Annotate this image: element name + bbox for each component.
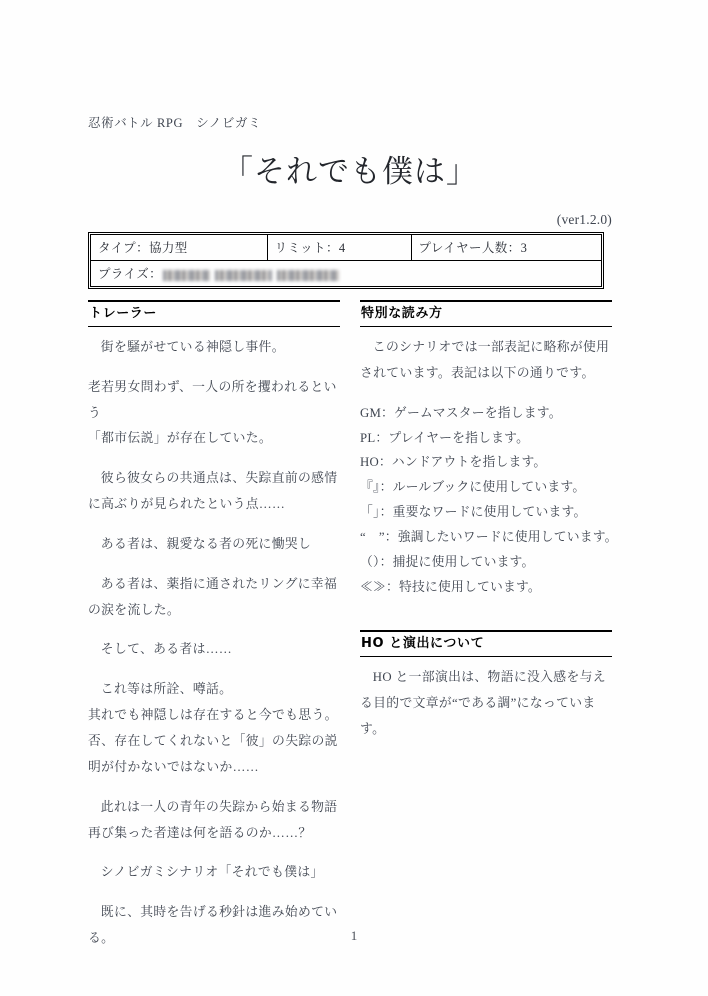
ho-section-header	[360, 630, 612, 657]
trailer-paragraph: 此れは一人の青年の失踪から始まる物語	[100, 799, 338, 814]
list-item: （）：捕捉に使用しています。	[360, 555, 535, 570]
list-item: “ ”：強調したいワードに使用しています。	[360, 530, 618, 545]
list-item: HO：ハンドアウトを指します。	[360, 455, 547, 470]
table-row	[91, 235, 601, 261]
list-item: 『』：ルールブックに使用しています。	[360, 480, 586, 495]
abbreviation-list	[360, 401, 618, 601]
prize-label: プライズ：	[98, 267, 163, 281]
scenario-prize-cell	[91, 261, 601, 286]
trailer-paragraph: ある者は、親愛なる者の死に慟哭し	[100, 536, 312, 551]
scenario-limit-cell: リミット：4	[268, 235, 412, 260]
reading-column	[360, 300, 618, 757]
trailer-paragraph: 「都市伝説」が存在していた。	[88, 431, 273, 446]
trailer-paragraph: 再び集った者達は何を語るのか……？	[88, 825, 312, 840]
ho-body: HO と一部演出は、物語に没入感を与える目的で文章が“である調”になっています。	[360, 670, 606, 736]
trailer-section-header	[88, 300, 340, 327]
scenario-info-table-inner	[90, 234, 602, 287]
trailer-paragraph: 否、存在してくれないと「彼」の失踪の説明が付かないではないか……	[88, 734, 338, 774]
scenario-type-cell: タイプ：協力型	[91, 235, 268, 260]
reading-section-header	[360, 300, 612, 327]
list-item: ≪≫：特技に使用しています。	[360, 580, 541, 595]
trailer-paragraph: 街を騒がせている神隠し事件。	[100, 339, 285, 354]
prize-value-redacted	[163, 267, 344, 280]
scenario-players-cell: プレイヤー人数：3	[418, 241, 528, 255]
reading-heading: 特別な読み方	[361, 306, 443, 321]
version-label: (ver1.2.0)	[556, 211, 612, 227]
trailer-paragraph: 彼ら彼女らの共通点は、失踪直前の感情に高ぶりが見られたという点……	[88, 471, 338, 512]
trailer-column	[88, 300, 340, 966]
series-title: 忍術バトル RPG シノビガミ	[88, 116, 262, 130]
trailer-paragraph: 既に、其時を告げる秒針は進み始めている。	[88, 905, 338, 946]
document-header	[88, 116, 612, 228]
trailer-paragraph: ある者は、薬指に通されたリングに幸福の涙を流した。	[88, 576, 338, 617]
trailer-paragraph: 其れでも神隠しは存在すると今でも思う。	[88, 708, 338, 723]
scenario-info-table	[88, 232, 604, 289]
trailer-paragraph: 老若男女問わず、一人の所を攫われるという	[88, 379, 337, 420]
list-item: 「」：重要なワードに使用しています。	[360, 505, 587, 520]
trailer-paragraph: シノビガミシナリオ「それでも僕は」	[100, 865, 324, 880]
trailer-paragraph: これ等は所詮、噂話。	[100, 682, 233, 697]
trailer-paragraph: そして、ある者は……	[100, 642, 233, 657]
page-number: 1	[350, 928, 358, 943]
list-item: PL：プレイヤーを指します。	[360, 430, 530, 445]
trailer-heading: トレーラー	[89, 306, 158, 321]
list-item: GM：ゲームマスターを指します。	[360, 405, 562, 420]
ho-heading: HO と演出について	[361, 636, 485, 652]
reading-intro: このシナリオでは一部表記に略称が使用されています。表記は以下の通りです。	[360, 339, 610, 380]
table-row	[91, 261, 601, 286]
page-title: 「それでも僕は」	[222, 154, 478, 189]
